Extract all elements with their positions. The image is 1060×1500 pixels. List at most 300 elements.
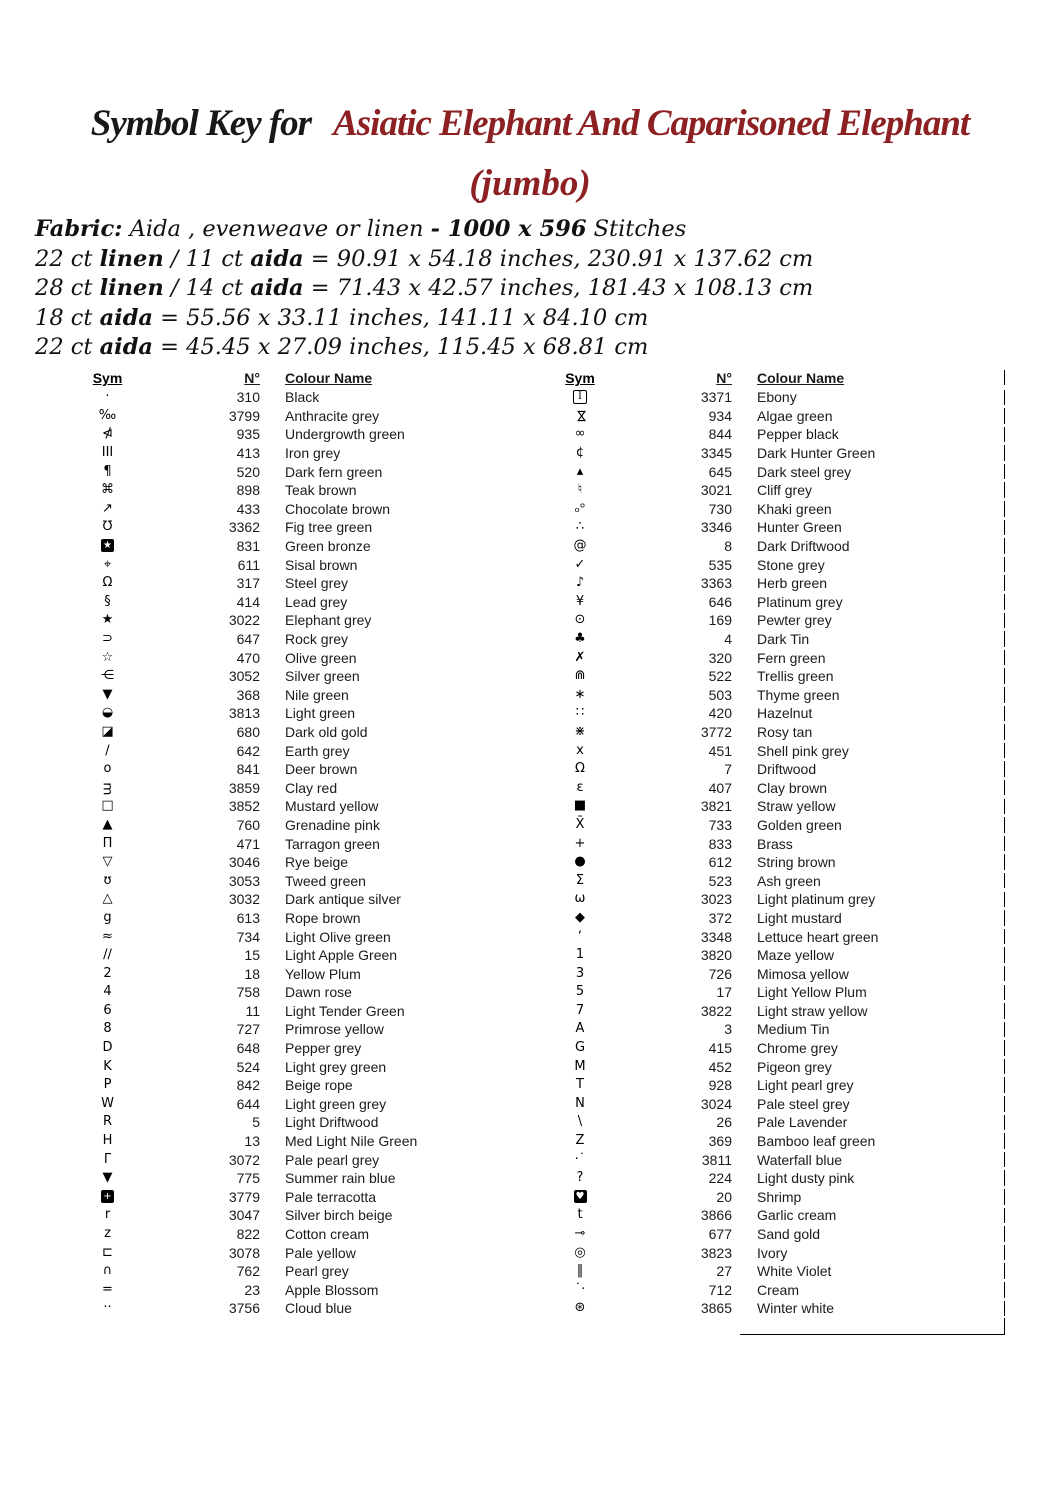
swatch-tick <box>1004 780 1005 796</box>
key-row <box>60 778 520 797</box>
colour-name-cell: Beige rope <box>285 1077 353 1094</box>
key-row <box>540 1132 1005 1151</box>
swatch-tick <box>1004 631 1005 647</box>
key-row <box>540 537 1005 556</box>
symbol-cell: 1 <box>575 947 585 963</box>
key-row <box>540 723 1005 742</box>
number-cell: 3345 <box>700 445 732 462</box>
key-row <box>60 1188 520 1207</box>
key-row <box>540 834 1005 853</box>
key-row <box>60 500 520 519</box>
swatch-tick <box>1004 985 1005 1001</box>
key-row <box>60 871 520 890</box>
swatch-tick <box>1004 724 1005 740</box>
key-row <box>540 1206 1005 1225</box>
key-row <box>540 927 1005 946</box>
colour-name-cell: Light Tender Green <box>285 1002 405 1019</box>
number-cell: 3047 <box>228 1207 260 1224</box>
fabric-text: Stitches <box>586 216 687 242</box>
colour-name-cell: Dark fern green <box>285 463 383 480</box>
number-cell: 822 <box>236 1226 260 1243</box>
symbol-cell: III <box>101 445 114 461</box>
symbol-cell: ¢ <box>575 445 585 461</box>
key-row <box>540 481 1005 500</box>
swatch-tick <box>1004 1133 1005 1149</box>
key-row <box>60 983 520 1002</box>
colour-name-cell: Dawn rose <box>285 984 352 1001</box>
colour-name-cell: White Violet <box>757 1263 832 1280</box>
key-row <box>540 611 1005 630</box>
stitch-symbol: ★ <box>101 539 114 552</box>
number-cell: 3865 <box>700 1300 732 1317</box>
symbol-cell: ♪ <box>575 575 585 591</box>
colour-name-cell: Dark Tin <box>757 631 810 648</box>
key-row <box>540 741 1005 760</box>
header-colour-name: Colour Name <box>757 370 845 386</box>
key-table-right <box>540 368 1005 1318</box>
symbol-cell: ♮ <box>577 482 583 498</box>
swatch-tick <box>1004 1282 1005 1298</box>
number-cell: 7 <box>724 761 732 778</box>
symbol-cell: ¥ <box>575 593 585 609</box>
symbol-cell: 4 <box>103 984 112 1000</box>
colour-name-cell: Cream <box>757 1281 800 1298</box>
swatch-tick <box>1004 1170 1005 1186</box>
symbol-cell: ✗ <box>574 649 586 665</box>
colour-name-cell: Grenadine pink <box>285 816 380 833</box>
symbol-cell: ·· <box>103 1300 112 1316</box>
key-row <box>60 1281 520 1300</box>
colour-name-cell: Winter white <box>757 1300 835 1317</box>
key-row <box>540 388 1005 407</box>
swatch-tick <box>1004 854 1005 870</box>
symbol-cell: ⊃ <box>102 631 113 647</box>
colour-name-cell: Herb green <box>757 575 828 592</box>
key-row <box>60 816 520 835</box>
fabric-text: / 14 ct <box>163 275 251 302</box>
key-row <box>60 407 520 426</box>
swatch-tick <box>1004 1226 1005 1242</box>
symbol-cell: Π <box>102 835 113 851</box>
symbol-cell: ⋪ <box>102 426 113 442</box>
key-row <box>540 555 1005 574</box>
number-cell: 611 <box>237 556 260 573</box>
symbol-cell: ˙· <box>574 1281 586 1297</box>
key-row <box>540 760 1005 779</box>
colour-name-cell: Fern green <box>757 649 826 666</box>
swatch-tick <box>1004 1096 1005 1112</box>
key-row <box>60 667 520 686</box>
colour-name-cell: Hazelnut <box>757 705 813 722</box>
number-cell: 524 <box>236 1058 260 1075</box>
number-cell: 3820 <box>700 947 732 964</box>
key-row <box>540 1113 1005 1132</box>
number-cell: 3859 <box>228 779 260 796</box>
colour-name-cell: Medium Tin <box>757 1021 830 1038</box>
key-row <box>60 1132 520 1151</box>
key-row <box>60 834 520 853</box>
colour-name-cell: Thyme green <box>757 686 840 703</box>
number-cell: 3799 <box>228 407 260 424</box>
colour-name-cell: Platinum grey <box>757 593 843 610</box>
colour-name-cell: Clay brown <box>757 779 828 796</box>
colour-name-cell: Pale Lavender <box>757 1114 848 1131</box>
colour-name-cell: Light mustard <box>757 909 842 926</box>
colour-name-cell: Shrimp <box>757 1188 802 1205</box>
colour-name-cell: Maze yellow <box>757 947 835 964</box>
fabric-text: aida <box>99 304 154 331</box>
symbol-cell: g <box>103 909 112 925</box>
key-row <box>60 760 520 779</box>
key-row <box>540 1281 1005 1300</box>
number-cell: 841 <box>236 761 260 778</box>
symbol-cell: ⋒ <box>574 668 586 684</box>
header-number: N° <box>716 370 732 386</box>
page-title <box>0 98 1060 150</box>
key-row <box>540 425 1005 444</box>
swatch-tick <box>1004 650 1005 666</box>
symbol-cell: N <box>575 1095 585 1111</box>
fabric-line <box>35 304 1035 334</box>
colour-name-cell: Pigeon grey <box>757 1058 832 1075</box>
swatch-tick <box>1004 817 1005 833</box>
key-row <box>540 909 1005 928</box>
number-cell: 934 <box>708 407 732 424</box>
swatch-tick <box>1004 501 1005 517</box>
swatch-tick <box>1004 947 1005 963</box>
colour-name-cell: Ivory <box>757 1244 788 1261</box>
symbol-cell: + <box>574 835 586 851</box>
key-row <box>540 890 1005 909</box>
number-cell: 758 <box>236 984 260 1001</box>
key-table-header-left <box>60 368 520 388</box>
key-row <box>540 500 1005 519</box>
symbol-cell: ▼ <box>102 686 113 702</box>
number-cell: 3779 <box>228 1188 260 1205</box>
number-cell: 5 <box>252 1114 260 1131</box>
key-row <box>60 611 520 630</box>
key-row <box>60 1057 520 1076</box>
swatch-bottom-line <box>740 1334 1005 1335</box>
colour-name-cell: Dark antique silver <box>285 891 401 908</box>
fabric-text: 18 ct <box>35 304 100 331</box>
symbol-cell: 8 <box>103 1021 112 1037</box>
swatch-tick <box>1004 743 1005 759</box>
number-cell: 760 <box>236 816 260 833</box>
swatch-tick <box>1004 520 1005 536</box>
key-row <box>540 648 1005 667</box>
symbol-cell: ᴟ <box>103 779 112 795</box>
key-row <box>540 1057 1005 1076</box>
number-cell: 317 <box>236 575 260 592</box>
symbol-cell: ♣ <box>574 631 586 647</box>
fabric-text: = 45.45 x 27.09 inches, 115.45 x 68.81 cm <box>153 334 649 361</box>
swatch-tick <box>1004 1115 1005 1131</box>
number-cell: 368 <box>236 686 260 703</box>
number-cell: 3022 <box>228 612 260 629</box>
symbol-cell: ⊏ <box>102 1244 113 1260</box>
symbol-cell: ⌘ <box>101 482 114 498</box>
colour-name-cell: Apple Blossom <box>285 1281 379 1298</box>
number-cell: 775 <box>236 1170 260 1187</box>
number-cell: 3346 <box>700 519 732 536</box>
key-row <box>60 723 520 742</box>
number-cell: 645 <box>708 463 732 480</box>
key-row <box>60 1076 520 1095</box>
symbol-cell: ● <box>574 854 586 870</box>
symbol-cell: ‖ <box>576 1263 584 1279</box>
key-row <box>60 1002 520 1021</box>
number-cell: 535 <box>708 556 732 573</box>
number-cell: 20 <box>716 1188 732 1205</box>
colour-name-cell: Deer brown <box>285 761 358 778</box>
key-row <box>540 518 1005 537</box>
colour-name-cell: Dark old gold <box>285 723 368 740</box>
symbol-cell: = <box>102 1281 113 1297</box>
symbol-cell: ∷ <box>575 705 585 721</box>
colour-name-cell: Sand gold <box>757 1226 821 1243</box>
colour-name-cell: Light green <box>285 705 356 722</box>
number-cell: 842 <box>236 1077 260 1094</box>
key-row <box>60 1225 520 1244</box>
number-cell: 3772 <box>700 723 732 740</box>
key-row <box>60 797 520 816</box>
number-cell: 935 <box>236 426 260 443</box>
symbol-cell: ∩ <box>102 1263 113 1279</box>
symbol-cell: ▼ <box>102 1170 113 1186</box>
number-cell: 726 <box>708 965 732 982</box>
number-cell: 898 <box>236 482 260 499</box>
number-cell: 520 <box>236 463 260 480</box>
colour-name-cell: Iron grey <box>285 445 341 462</box>
key-row <box>60 686 520 705</box>
colour-name-cell: Pale steel grey <box>757 1095 850 1112</box>
symbol-cell: 7 <box>575 1002 585 1018</box>
swatch-tick <box>1004 1245 1005 1261</box>
colour-name-cell: Steel grey <box>285 575 349 592</box>
symbol-cell: ◒ <box>101 705 114 721</box>
colour-name-cell: Rye beige <box>285 854 349 871</box>
symbol-cell <box>540 390 620 405</box>
symbol-cell: ʊ <box>103 872 112 888</box>
swatch-tick <box>1004 836 1005 852</box>
colour-name-cell: Pale terracotta <box>285 1188 377 1205</box>
symbol-cell: Ω <box>575 761 585 777</box>
fabric-text: linen <box>99 245 164 272</box>
symbol-cell: § <box>104 593 111 609</box>
colour-name-cell: Chrome grey <box>757 1040 838 1057</box>
colour-name-cell: Garlic cream <box>757 1207 837 1224</box>
symbol-cell: ¶ <box>103 463 112 479</box>
number-cell: 712 <box>708 1281 732 1298</box>
symbol-cell: \ <box>577 1114 583 1130</box>
number-cell: 451 <box>708 742 732 759</box>
colour-name-cell: Anthracite grey <box>285 407 380 424</box>
fabric-text: = 55.56 x 33.11 inches, 141.11 x 84.10 cm <box>153 304 649 331</box>
key-row <box>60 1095 520 1114</box>
symbol-cell <box>60 539 155 553</box>
colour-name-cell: Summer rain blue <box>285 1170 396 1187</box>
fabric-text: - 1000 x 596 <box>430 216 587 242</box>
colour-name-cell: Mimosa yellow <box>757 965 849 982</box>
key-row <box>60 946 520 965</box>
swatch-tick <box>1004 1040 1005 1056</box>
key-row <box>60 462 520 481</box>
key-row <box>540 1262 1005 1281</box>
number-cell: 8 <box>724 538 732 555</box>
symbol-cell: ∕∕ <box>103 947 112 963</box>
symbol-cell: ∗ <box>574 686 586 702</box>
symbol-cell: ∴ <box>575 519 585 535</box>
swatch-tick <box>1004 575 1005 591</box>
swatch-border-segment <box>1004 1318 1005 1334</box>
key-row <box>60 964 520 983</box>
number-cell: 13 <box>244 1133 260 1150</box>
key-row <box>60 537 520 556</box>
number-cell: 3811 <box>701 1151 732 1168</box>
fabric-text: 28 ct <box>35 275 100 302</box>
symbol-cell: ◎ <box>574 1244 586 1260</box>
fabric-info <box>35 215 1035 363</box>
symbol-cell: ■ <box>573 798 587 814</box>
symbol-cell <box>540 409 620 423</box>
colour-name-cell: Cotton cream <box>285 1226 370 1243</box>
swatch-tick <box>1004 761 1005 777</box>
number-cell: 224 <box>708 1170 732 1187</box>
number-cell: 433 <box>236 500 260 517</box>
number-cell: 4 <box>724 631 732 648</box>
symbol-cell: ∞ <box>574 426 586 442</box>
number-cell: 928 <box>708 1077 732 1094</box>
fabric-line <box>35 274 1035 304</box>
symbol-cell: ⋇ <box>574 723 586 739</box>
symbol-cell: P <box>103 1077 112 1093</box>
key-row <box>540 407 1005 426</box>
number-cell: 3348 <box>700 928 732 945</box>
symbol-cell: ⊙ <box>574 612 586 628</box>
number-cell: 3 <box>724 1021 732 1038</box>
fabric-text: 22 ct <box>35 334 100 361</box>
fabric-text: aida <box>250 245 304 272</box>
number-cell: 3362 <box>228 519 260 536</box>
symbol-cell: W <box>101 1095 114 1111</box>
colour-name-cell: Dark Driftwood <box>757 538 850 555</box>
symbol-cell: ⌖ <box>103 556 112 572</box>
number-cell: 844 <box>708 426 732 443</box>
key-row <box>60 648 520 667</box>
colour-name-cell: Yellow Plum <box>285 965 361 982</box>
swatch-tick <box>1004 613 1005 629</box>
swatch-tick <box>1004 687 1005 703</box>
key-row <box>540 667 1005 686</box>
swatch-tick <box>1004 1003 1005 1019</box>
colour-name-cell: Green bronze <box>285 538 371 555</box>
key-row <box>540 1188 1005 1207</box>
symbol-cell: ★ <box>101 612 114 628</box>
symbol-cell: x <box>576 742 584 758</box>
header-sym: Sym <box>565 370 595 386</box>
symbol-cell: ω <box>574 891 586 907</box>
key-row <box>60 1039 520 1058</box>
fabric-text: linen <box>99 275 164 302</box>
symbol-cell: 3 <box>575 965 585 981</box>
key-row <box>540 630 1005 649</box>
colour-name-cell: Tweed green <box>285 872 366 889</box>
symbol-cell: ▴ <box>576 463 584 479</box>
colour-name-cell: Sisal brown <box>285 556 358 573</box>
key-row <box>540 704 1005 723</box>
colour-name-cell: Golden green <box>757 816 842 833</box>
number-cell: 3821 <box>700 798 732 815</box>
swatch-tick <box>1004 1152 1005 1168</box>
number-cell: 413 <box>236 445 260 462</box>
fabric-text: = 71.43 x 42.57 inches, 181.43 x 108.13 cm <box>303 275 814 302</box>
colour-name-cell: Pepper black <box>757 426 839 443</box>
symbol-cell: t <box>577 1207 583 1223</box>
swatch-tick <box>1004 1189 1005 1205</box>
number-cell: 833 <box>708 835 732 852</box>
fabric-text: aida <box>250 275 304 302</box>
colour-name-cell: Shell pink grey <box>757 742 849 759</box>
symbol-cell: A <box>575 1021 585 1037</box>
symbol-cell: ∕ <box>105 742 110 758</box>
number-cell: 23 <box>244 1281 260 1298</box>
number-cell: 452 <box>708 1058 732 1075</box>
fabric-text: 22 ct <box>35 245 100 272</box>
number-cell: 612 <box>708 854 732 871</box>
swatch-tick <box>1004 966 1005 982</box>
symbol-cell: ‰ <box>98 407 117 423</box>
key-row <box>60 481 520 500</box>
symbol-cell: ▲ <box>102 816 113 832</box>
colour-name-cell: Trellis green <box>757 668 834 685</box>
symbol-cell: ⊛ <box>574 1300 586 1316</box>
swatch-tick <box>1004 1077 1005 1093</box>
key-table-left <box>60 368 520 1318</box>
number-cell: 414 <box>236 593 260 610</box>
number-cell: 677 <box>708 1226 732 1243</box>
number-cell: 18 <box>244 965 260 982</box>
key-row <box>540 1039 1005 1058</box>
colour-name-cell: Light Yellow Plum <box>757 984 867 1001</box>
number-cell: 169 <box>708 612 732 629</box>
number-cell: 734 <box>236 928 260 945</box>
colour-name-cell: Khaki green <box>757 500 832 517</box>
colour-name-cell: Light platinum grey <box>757 891 876 908</box>
key-row <box>60 388 520 407</box>
key-row <box>540 1169 1005 1188</box>
symbol-cell: M <box>574 1058 586 1074</box>
fabric-text: Aida , evenweave or linen <box>122 216 431 242</box>
swatch-tick <box>1004 799 1005 815</box>
key-row <box>540 462 1005 481</box>
colour-name-cell: Earth grey <box>285 742 350 759</box>
symbol-cell: K <box>103 1058 112 1074</box>
symbol-cell: R <box>102 1114 113 1130</box>
symbol-cell: 6 <box>103 1002 112 1018</box>
symbol-cell <box>540 1190 620 1204</box>
symbol-cell: Γ <box>103 1151 112 1167</box>
key-row <box>540 1076 1005 1095</box>
number-cell: 3053 <box>228 872 260 889</box>
colour-name-cell: Elephant grey <box>285 612 372 629</box>
colour-name-cell: Primrose yellow <box>285 1021 384 1038</box>
colour-name-cell: Waterfall blue <box>757 1151 843 1168</box>
swatch-tick <box>1004 427 1005 443</box>
number-cell: 407 <box>708 779 732 796</box>
colour-name-cell: Nile green <box>285 686 349 703</box>
key-row <box>540 444 1005 463</box>
